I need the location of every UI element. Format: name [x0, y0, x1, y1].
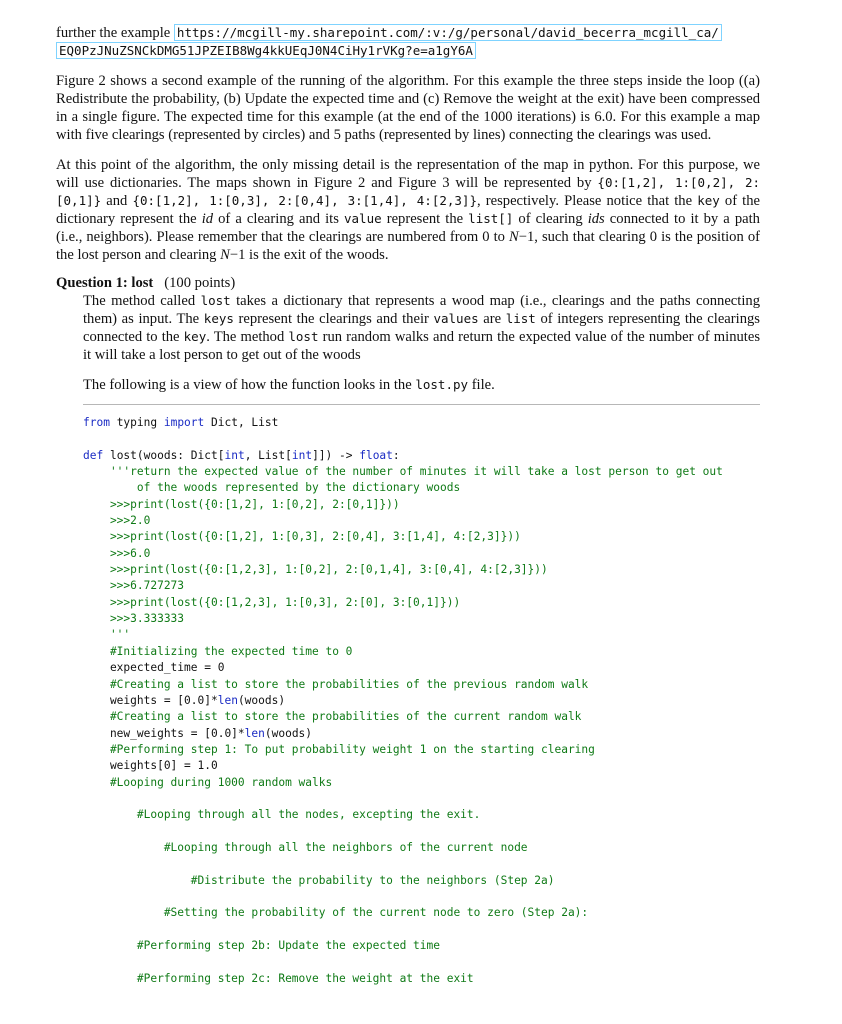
code-line — [83, 693, 760, 709]
docstring-line: '''return the expected value of the number of minutes it will take a lost person to get out — [83, 465, 723, 479]
code-text: Dict, List — [204, 416, 279, 429]
text: . The method — [206, 329, 289, 345]
code-comment: #Looping through all the nodes, excepting the exit. — [83, 808, 481, 822]
question-heading — [56, 274, 760, 292]
code-comment: #Looping through all the neighbors of the current node — [83, 840, 528, 854]
docstring-line: ''' — [83, 628, 131, 642]
docstring-line: >>>print(lost({0:[1,2], 1:[0,2], 2:[0,1]})) — [83, 497, 400, 511]
code-text: (woods) — [264, 726, 313, 740]
text: of the dictionary represent the — [56, 193, 760, 227]
blank-line — [83, 889, 760, 905]
code-comment: #Setting the probability of the current node to zero (Step 2a): — [83, 906, 589, 920]
builtin-int: int — [291, 448, 313, 462]
intro-paragraph — [56, 24, 760, 60]
code-key: key — [183, 329, 207, 344]
code-lost: lost — [200, 293, 231, 308]
code-line-import — [83, 415, 760, 431]
code-text: ]]) -> — [312, 448, 360, 462]
keyword-from: from — [83, 416, 110, 429]
code-text: typing — [109, 416, 164, 429]
math-n: N — [509, 229, 519, 245]
question-title: Question 1: lost — [56, 275, 154, 291]
blank-line — [83, 954, 760, 970]
builtin-float: float — [359, 448, 393, 462]
video-link-continued[interactable]: EQ0PzJNuZSNCkDMG51JPZEIB8Wg4kkUEqJ0N4CiHy1rVKg?e=a1gY6A — [56, 42, 476, 59]
text: The method called — [83, 293, 201, 309]
blank-line — [83, 824, 760, 840]
code-comment: #Distribute the probability to the neighbors (Step 2a) — [83, 873, 555, 887]
code-text: (woods) — [237, 693, 286, 707]
italic-id: id — [201, 211, 214, 227]
text: of clearing — [513, 211, 588, 227]
text: The following is a view of how the function looks in the — [83, 377, 416, 393]
text: run random walks and return the expected value of the number of minutes it will take a lost person to get out of the woods — [83, 329, 760, 363]
builtin-len: len — [217, 693, 238, 707]
text: −1, such that clearing 0 is the position of the lost person and clearing — [56, 229, 760, 263]
code-values: values — [433, 311, 479, 326]
italic-ids: ids — [587, 211, 605, 227]
keyword-import: import — [163, 416, 205, 429]
code-listing — [83, 415, 760, 987]
text: , respectively. Please notice that the — [477, 193, 698, 209]
math-n: N — [220, 247, 230, 263]
code-text: : — [392, 448, 400, 462]
docstring-line: >>>2.0 — [83, 514, 151, 528]
text: represent the clearings and their — [233, 311, 434, 327]
keyword-def: def — [83, 448, 104, 462]
blank-line — [83, 856, 760, 872]
blank-line — [83, 791, 760, 807]
text: takes a dictionary that represents a wood map (i.e., clearings and the paths connecting them) as input. The — [83, 293, 760, 327]
code-comment: #Initializing the expected time to 0 — [83, 644, 353, 658]
code-comment: #Performing step 1: To put probability weight 1 on the starting clearing — [83, 742, 595, 756]
text: file. — [468, 377, 495, 393]
map-figure2-code: {0:[1,2], 1:[0,2], 2:[0,1]} — [56, 175, 760, 208]
text: of integers representing the clearings connected to the — [83, 311, 760, 345]
code-filename: lost.py — [415, 377, 469, 392]
text: and — [101, 193, 133, 209]
dictionary-paragraph — [56, 156, 760, 264]
text: represent the — [381, 211, 469, 227]
map-figure3-code: {0:[1,2], 1:[0,3], 2:[0,4], 3:[1,4], 4:[2,3]} — [132, 193, 477, 208]
code-key: key — [697, 193, 720, 208]
code-lost: lost — [288, 329, 319, 344]
text: At this point of the algorithm, the only missing detail is the representation of the map in python. For this purpose, we will use dictionaries. The maps shown in Figure 2 and Figure 3 will be represented by — [56, 157, 760, 191]
document-page — [56, 24, 760, 987]
code-line: weights[0] = 1.0 — [83, 759, 218, 773]
docstring-line: >>>6.727273 — [83, 579, 185, 593]
code-text: , List[ — [244, 448, 292, 462]
code-line: expected_time = 0 — [83, 661, 225, 675]
code-comment: #Looping during 1000 random walks — [83, 775, 333, 789]
file-view-sentence — [83, 376, 760, 394]
code-list: list[] — [468, 211, 514, 226]
code-divider — [83, 404, 760, 405]
docstring-line: >>>print(lost({0:[1,2], 1:[0,3], 2:[0,4], 3:[1,4], 4:[2,3]})) — [83, 530, 521, 544]
blank-line — [83, 922, 760, 938]
code-comment: #Creating a list to store the probabilities of the previous random walk — [83, 677, 589, 691]
docstring-line: >>>6.0 — [83, 546, 151, 560]
docstring-line: of the woods represented by the dictionary woods — [83, 481, 461, 495]
code-line-def — [83, 448, 760, 464]
code-comment: #Performing step 2c: Remove the weight at the exit — [83, 971, 474, 985]
text: are — [478, 311, 506, 327]
question-body — [83, 292, 760, 394]
docstring-line: >>>print(lost({0:[1,2,3], 1:[0,2], 2:[0,1,4], 3:[0,4], 4:[2,3]})) — [83, 563, 548, 577]
docstring-line: >>>print(lost({0:[1,2,3], 1:[0,3], 2:[0], 3:[0,1]})) — [83, 595, 461, 609]
builtin-int: int — [224, 448, 245, 462]
code-line — [83, 726, 760, 742]
code-text: new_weights = [0.0]* — [83, 726, 245, 740]
docstring-line: >>>3.333333 — [83, 612, 185, 626]
code-text: weights = [0.0]* — [83, 693, 218, 707]
code-keys: keys — [203, 311, 234, 326]
video-link[interactable]: https://mcgill-my.sharepoint.com/:v:/g/personal/david_becerra_mcgill_ca/ — [174, 24, 722, 41]
builtin-len: len — [244, 726, 265, 740]
question-points: (100 points) — [164, 275, 236, 291]
code-list: list — [505, 311, 536, 326]
figure2-paragraph: Figure 2 shows a second example of the running of the algorithm. For this example the three steps inside the loop ((a) Redistribute the probability, (b) Update the expected time and (c) Remove the weight at the exit) have been compressed in a single figure. The expected time for this example (at the end of the 1000 iterations) is 6.0. For this example a map with five clearings (represented by circles) and 5 paths (represented by lines) connecting the clearings was used. — [56, 73, 760, 143]
code-comment: #Creating a list to store the probabilities of the current random walk — [83, 710, 582, 724]
code-comment: #Performing step 2b: Update the expected time — [83, 939, 440, 952]
intro-prefix: further the example — [56, 25, 174, 41]
question-description — [83, 292, 760, 364]
code-text: lost(woods: Dict[ — [103, 448, 225, 462]
blank-line — [83, 431, 760, 447]
text: connected to it by a path (i.e., neighbors). Please remember that the clearings are numbered from 0 to — [56, 211, 760, 245]
code-value: value — [344, 211, 382, 226]
text: of a clearing and its — [213, 211, 344, 227]
text: −1 is the exit of the woods. — [229, 247, 389, 263]
